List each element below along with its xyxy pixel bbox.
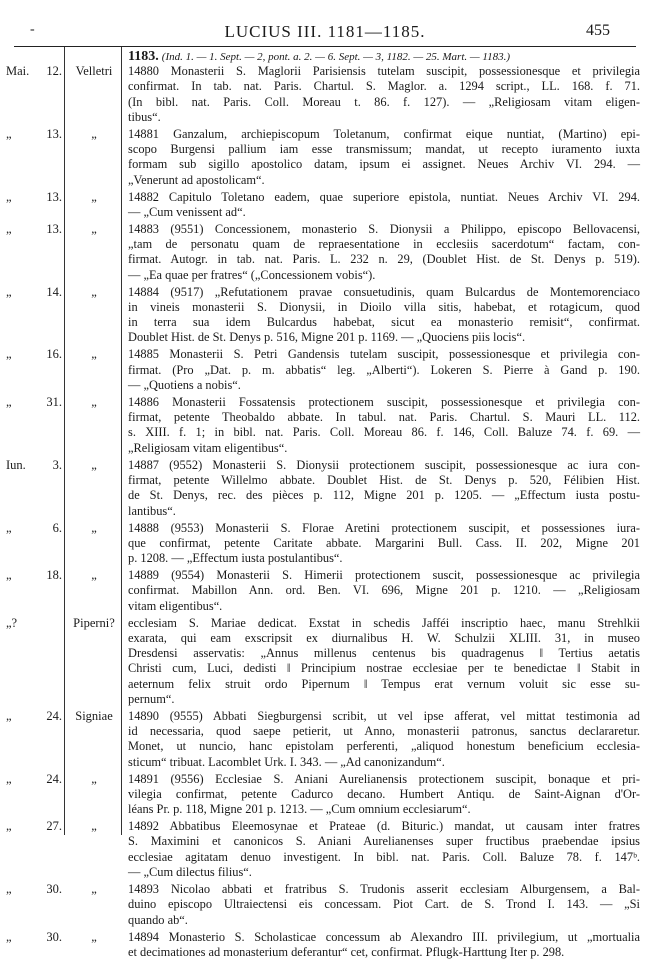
- year-heading: [128, 49, 638, 65]
- entry-day: 24.: [32, 772, 62, 787]
- entry-text: [128, 819, 640, 880]
- entry-month: Iun.: [6, 458, 36, 473]
- entry-place: Piperni?: [68, 616, 120, 631]
- entry-text-line: „Venerunt ad apostolicam“.: [128, 173, 640, 188]
- entry-text-line: S. Maximini et canonicos S. Aniani Aurelianenses super fructibus praebendae ipsius: [128, 834, 640, 849]
- entry-text-line: 14893 Nicolao abbati et fratribus S. Trudonis asserit ecclesiam Alburgensem, a Bal-: [128, 882, 640, 897]
- entry-day: 24.: [32, 709, 62, 724]
- entry-place: „: [68, 347, 120, 362]
- entry-text-line: vitam eligentibus“.: [128, 599, 640, 614]
- entry-month: „?: [6, 616, 36, 631]
- entry-text-line: Monet, ut nuncio, hanc epistolam perferenti, „aliquod honestum beneficium ecclesia-: [128, 739, 640, 754]
- entry-text: [128, 930, 640, 960]
- entry-text-line: 14886 Monasterii Fossatensis protectionem suscipit, possessionesque et privilegia con-: [128, 395, 640, 410]
- entry-text-line: 14888 (9553) Monasterii S. Florae Aretini protectionem suscipit, et possessiones iura-: [128, 521, 640, 536]
- entry-month: „: [6, 568, 36, 583]
- entry-text-line: 14889 (9554) Monasterii S. Himerii protectionem suscit, possessionesque ac privilegia: [128, 568, 640, 583]
- entry-month: „: [6, 190, 36, 205]
- entry-place: „: [68, 222, 120, 237]
- entry-place: „: [68, 930, 120, 945]
- page-number: 455: [586, 22, 610, 40]
- entry-text-line: sticum“ tribuat. Lacomblet Urk. I. 343. — „Ad canonizandum“.: [128, 755, 640, 770]
- entry-place: „: [68, 458, 120, 473]
- entry-text: [128, 64, 640, 125]
- entry-text-line: 14885 Monasterii S. Petri Gandensis tutelam suscipit, possessionesque et privilegia con-: [128, 347, 640, 362]
- entry-month: „: [6, 395, 36, 410]
- entry-day: 31.: [32, 395, 62, 410]
- entry-month: „: [6, 285, 36, 300]
- entry-text-line: pernum“.: [128, 692, 640, 707]
- entry-text-line: — „Cum dilectus filius“.: [128, 865, 640, 880]
- entry-month: „: [6, 127, 36, 142]
- entry-text-line: formam sub sigillo apostolico datam, ipsum ei assignet. Neues Archiv VI. 294. —: [128, 157, 640, 172]
- entry-day: 13.: [32, 222, 62, 237]
- entry-text-line: confirmat. In tab. nat. Paris. Chartul. S. Maglor. a. 1294 script., LL. 168. f. 71.: [128, 79, 640, 94]
- entry-text-line: „tam de personatu quam de repraesentatione in ecclesiis sacerdotum“ factam, con-: [128, 237, 640, 252]
- entry-place: Signiae: [68, 709, 120, 724]
- entry-text-line: 14890 (9555) Abbati Siegburgensi scribit, ut vel ipse afferat, vel mittat testimonia ad: [128, 709, 640, 724]
- entry-text-line: 14880 Monasterii S. Maglorii Parisiensis tutelam suscipit, possessionesque et privilegia: [128, 64, 640, 79]
- entry-month: „: [6, 709, 36, 724]
- entry-text-line: in terra sua idem Bulcardus habebat, sicut ea monasterio remisit“, confirmat.: [128, 315, 640, 330]
- entry-text-line: id necessaria, quod saepe petierit, ut Anno, monasterii patronus, sanctus declararetur.: [128, 724, 640, 739]
- entry-text-line: firmat, petente Willelmo abbate. Doublet Hist. de St. Denys p. 520, Félibien Hist.: [128, 473, 640, 488]
- entry-text-line: vilegia confirmat, petente Cadurco decano. Humbert Antiqu. de Saint-Aignan d'Or-: [128, 787, 640, 802]
- page-header: [0, 22, 650, 42]
- entry-month: Mai.: [6, 64, 36, 79]
- entry-text-line: et decimationes ad monasterium deferantur“ cet, confirmat. Pflugk-Harttung Iter p. 298.: [128, 945, 640, 960]
- entry-text-line: firmat. (Pro „Dat. p. m. abbatis“ leg. „Alberti“). Lokeren S. Pierre à Gand p. 190.: [128, 363, 640, 378]
- entry-day: 3.: [32, 458, 62, 473]
- entry-place: „: [68, 285, 120, 300]
- entry-text-line: s. XIII. f. 1; in bibl. nat. Paris. Coll. Moreau 86. f. 146, Coll. Baluze 74. f. 69. —: [128, 425, 640, 440]
- entry-text-line: — „Quotiens a nobis“.: [128, 378, 640, 393]
- entry-text-line: 14894 Monasterio S. Scholasticae concessum ab Alexandro III. privilegium, ut „mortualia: [128, 930, 640, 945]
- entry-text-line: aeternum felix struit ordo Pipernum ‖ Tempus erat vernum voluit sic esse su-: [128, 677, 640, 692]
- year-details: (Ind. 1. — 1. Sept. — 2, pont. a. 2. — 6. Sept. — 3, 1182. — 25. Mart. — 1183.): [162, 51, 510, 63]
- entry-text-line: scopo Burgensi pallium iam esse transmissum; mandat, ut recepto iuramento iuxta: [128, 142, 640, 157]
- entry-month: „: [6, 882, 36, 897]
- entry-text-line: „Religiosam vitam eligentibus“.: [128, 441, 640, 456]
- entry-text: [128, 568, 640, 614]
- entry-text-line: — „Ea quae per fratres“ („Concessionem vobis“).: [128, 268, 640, 283]
- entry-text-line: 14891 (9556) Ecclesiae S. Aniani Aurelianensis protectionem suscipit, bonaque et pri-: [128, 772, 640, 787]
- entry-text: [128, 772, 640, 818]
- entry-text-line: 14882 Capitulo Toletano eadem, quae superiore epistola, nuntiat. Neues Archiv VI. 294.: [128, 190, 640, 205]
- entry-day: 18.: [32, 568, 62, 583]
- entry-day: 30.: [32, 882, 62, 897]
- entry-day: 13.: [32, 190, 62, 205]
- entry-day: 6.: [32, 521, 62, 536]
- entry-text-line: confirmat. Mabillon Ann. ord. Ben. VI. 696, Migne 201 p. 1210. — „Religiosam: [128, 583, 640, 598]
- entry-month: „: [6, 521, 36, 536]
- entry-month: „: [6, 772, 36, 787]
- entry-text: [128, 347, 640, 393]
- entry-day: 16.: [32, 347, 62, 362]
- entry-text-line: firmat, petente Theobaldo abbate. In tabul. nat. Paris. Chartul. S. Mauri LL. 112.: [128, 410, 640, 425]
- entry-month: „: [6, 930, 36, 945]
- entry-text-line: léans Pr. p. 118, Migne 201 p. 1213. — „Cum omnium ecclesiarum“.: [128, 802, 640, 817]
- entry-text-line: in vineis monasterii S. Dionysii, in Dioilo villa sitis, habebat, et rotagicum, quod: [128, 300, 640, 315]
- entry-text-line: duino episcopo Ultraiectensi eis concessam. Piot Cart. de S. Trond I. 143. — „Si: [128, 897, 640, 912]
- entry-text: [128, 521, 640, 567]
- entry-day: 13.: [32, 127, 62, 142]
- entry-month: „: [6, 347, 36, 362]
- column-divider-place: [121, 47, 122, 835]
- entry-text-line: lantibus“.: [128, 504, 640, 519]
- entry-place: „: [68, 395, 120, 410]
- header-mark: -: [30, 22, 35, 38]
- entry-month: „: [6, 222, 36, 237]
- running-title: LUCIUS III. 1181—1185.: [0, 22, 650, 42]
- entry-place: „: [68, 819, 120, 834]
- entry-day: 12.: [32, 64, 62, 79]
- entry-place: „: [68, 882, 120, 897]
- entry-text-line: ecclesiam S. Mariae dedicat. Exstat in schedis Jafféi inscriptio haec, manu Strehlkii: [128, 616, 640, 631]
- entry-text-line: ecclesiae agitatam denuo investigent. In bibl. nat. Paris. Coll. Baluze 78. f. 147ᵇ.: [128, 850, 640, 865]
- entry-place: Velletri: [68, 64, 120, 79]
- entry-place: „: [68, 127, 120, 142]
- entry-text-line: Dresdensi asservatis: „Annus millenus centenus bis quadragenus ‖ Tertius aetatis: [128, 646, 640, 661]
- entry-text: [128, 127, 640, 188]
- entry-text: [128, 285, 640, 346]
- entry-month: „: [6, 819, 36, 834]
- entry-text: [128, 882, 640, 928]
- entry-day: 27.: [32, 819, 62, 834]
- entry-text-line: de St. Denys, rec. des pièces p. 112, Migne 201 p. 1205. — „Effectum iusta postu-: [128, 488, 640, 503]
- entry-text-line: quando ab“.: [128, 913, 640, 928]
- entry-day: 30.: [32, 930, 62, 945]
- entry-place: „: [68, 568, 120, 583]
- entry-text-line: (In bibl. nat. Paris. Coll. Moreau t. 86. f. 127). — „Religiosam vitam eligen-: [128, 95, 640, 110]
- entry-text-line: Christi cum, Luci, dedisti ‖ Principium nostrae ecclesiae per te benedictae ‖ Stabit in: [128, 661, 640, 676]
- column-divider-date: [64, 47, 65, 835]
- entry-text-line: 14892 Abbatibus Eleemosynae et Prateae (d. Bituric.) mandat, ut causam inter fratres: [128, 819, 640, 834]
- entry-place: „: [68, 190, 120, 205]
- entry-text: [128, 616, 640, 708]
- entry-text-line: 14887 (9552) Monasterii S. Dionysii protectionem suscipit, possessionesque ac iura con-: [128, 458, 640, 473]
- entry-text: [128, 395, 640, 456]
- entry-text: [128, 222, 640, 283]
- entry-text: [128, 709, 640, 770]
- entry-text: [128, 458, 640, 519]
- entry-day: 14.: [32, 285, 62, 300]
- entry-text-line: 14881 Ganzalum, archiepiscopum Toletanum, confirmat eique nuntiat, (Martino) epi-: [128, 127, 640, 142]
- entry-text-line: — „Cum venissent ad“.: [128, 205, 640, 220]
- entry-text-line: Doublet Hist. de St. Denys p. 516, Migne 201 p. 1169. — „Quociens piis locis“.: [128, 330, 640, 345]
- entry-text-line: que confirmat, petente Caritate abbate. Margarini Bull. Cass. II. 202, Migne 201: [128, 536, 640, 551]
- entry-text: [128, 190, 640, 221]
- entry-text-line: 14883 (9551) Concessionem, monasterio S. Dionysii a Philippo, episcopo Bellovacensi,: [128, 222, 640, 237]
- entry-place: „: [68, 772, 120, 787]
- entry-text-line: 14884 (9517) „Refutationem pravae consuetudinis, quam Bulcardus de Montemorenciaco: [128, 285, 640, 300]
- header-rule: [14, 46, 636, 47]
- entry-place: „: [68, 521, 120, 536]
- entry-text-line: exarata, qui eam exscripsit ex diurnalibus H. W. Schulzii XLIII. 31, in museo: [128, 631, 640, 646]
- entry-text-line: p. 1208. — „Effectum iusta postulantibus“.: [128, 551, 640, 566]
- year-number: 1183.: [128, 49, 159, 64]
- entry-text-line: firmat. Autogr. in tab. nat. Paris. L. 232 n. 29, (Doublet Hist. de St. Denys p. 519).: [128, 252, 640, 267]
- entry-text-line: tibus“.: [128, 110, 640, 125]
